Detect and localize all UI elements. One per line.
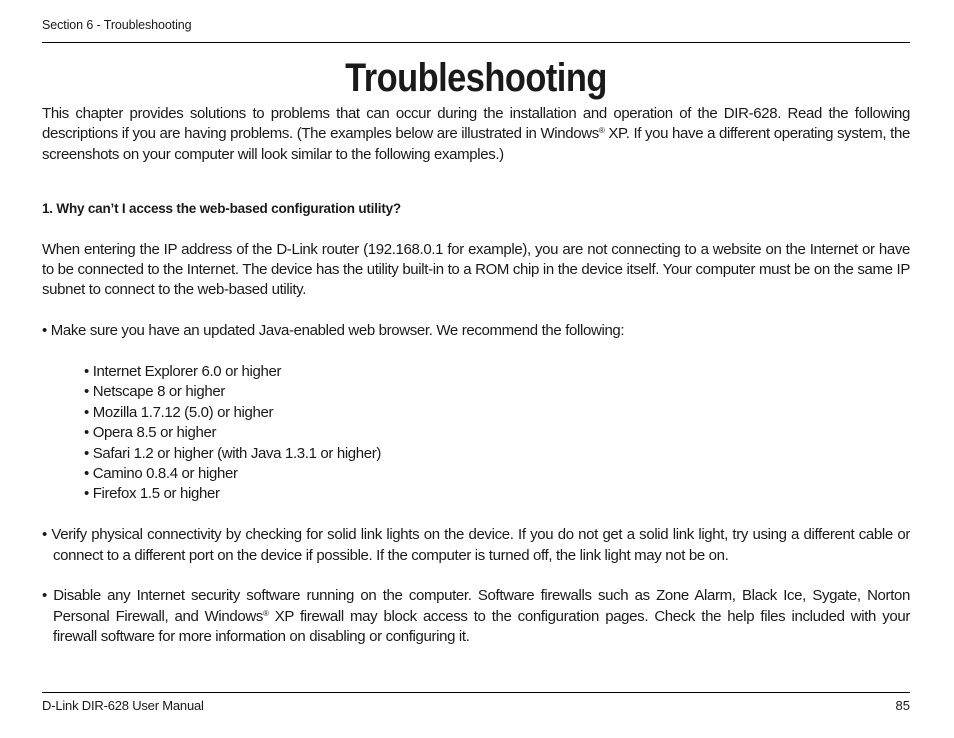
section-header: Section 6 - Troubleshooting [42,18,192,32]
header-divider [42,42,910,43]
manual-page [42,0,910,738]
intro-paragraph [42,104,910,165]
browser-list [42,362,910,505]
answer-paragraph: When entering the IP address of the D-Link router (192.168.0.1 for example), you are not connecting to a website on the Internet or have to be connected to the Internet. The device has the utility built-in to a ROM chip in the device itself. Your computer must be on the same IP subnet to connect to the web-based utility. [42,240,910,299]
list-item: • Firefox 1.5 or higher [84,485,220,503]
intro-text-2: XP. If you have a different operating system, the screenshots on your computer will look similar to the following examples.) [42,125,910,163]
footer-manual-title: D-Link DIR-628 User Manual [42,698,204,713]
page-body [42,104,910,648]
list-item: • Mozilla 1.7.12 (5.0) or higher [84,403,274,421]
intro-text-1: This chapter provides solutions to problems that can occur during the installation and operation of the DIR-628. Read the following descriptions if you are having problems. (The examples below are illustrated in Windows [42,105,910,143]
registered-mark: ® [598,126,605,136]
bullet-firewall [42,586,910,647]
firewall-text-2: XP firewall may block access to the configuration pages. Check the help files included with your firewall software for more information on disabling or configuring it. [53,607,910,646]
question-heading: 1. Why can’t I access the web-based configuration utility? [42,201,401,217]
bullet-browser: • Make sure you have an updated Java-enabled web browser. We recommend the following: [42,322,625,340]
footer-divider [42,692,910,693]
list-item: • Opera 8.5 or higher [84,424,217,442]
list-item: • Internet Explorer 6.0 or higher [84,363,282,381]
page-number: 85 [895,698,910,713]
list-item: • Camino 0.8.4 or higher [84,465,238,483]
bullet-connectivity: • Verify physical connectivity by checking for solid link lights on the device. If you do not get a solid link light, try using a different cable or connect to a different port on the device if possible. If the computer is turned off, the link light may not be on. [42,526,910,564]
page-title: Troubleshooting [345,56,607,100]
firewall-text-1: • Disable any Internet security software running on the computer. Software firewalls such as Zone Alarm, Black Ice, Sygate, Norton Personal Firewall, and Windows [42,587,910,625]
registered-mark: ® [263,608,269,618]
list-item: • Netscape 8 or higher [84,383,225,401]
list-item: • Safari 1.2 or higher (with Java 1.3.1 or higher) [84,444,382,462]
